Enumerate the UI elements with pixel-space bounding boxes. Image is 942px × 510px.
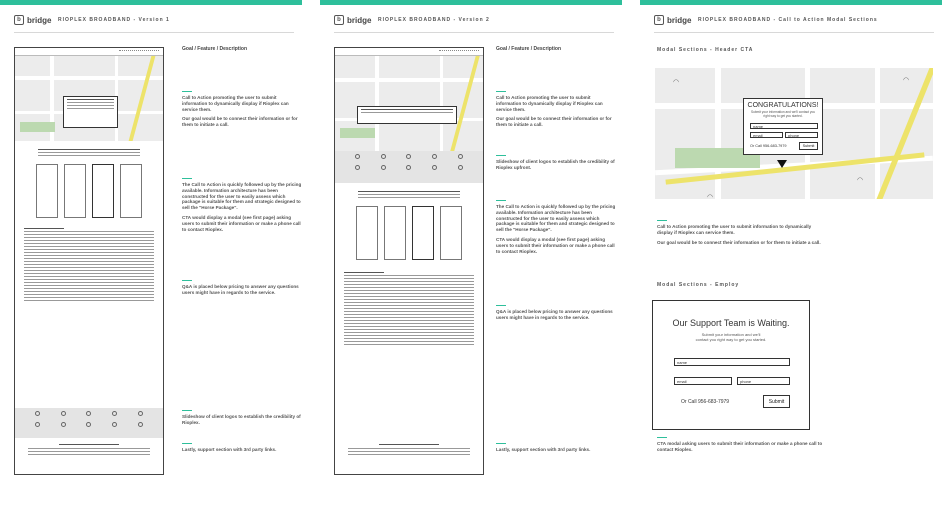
note-pricing: The Call to Action is quickly followed up by the pricing available. Information architecture has been constructed for the user to easily assess which package is suitable for them and strategic designed to sell the "Horse Package". CTA would display a modal (see first page) asking users to submit their information or make a phone call to contact Rioplex. xyxy=(182,178,302,236)
goal-heading: Goal / Feature / Description xyxy=(182,46,248,52)
note-qa: Q&A is placed below pricing to answer any questions users might have in regards to the service. xyxy=(182,280,302,300)
note-qa: Q&A is placed below pricing to answer any questions users might have in regards to the service. xyxy=(496,305,616,325)
note-pricing: The Call to Action is quickly followed up by the pricing available. Information architecture has been constructed for the user to easily assess which package is suitable for them and strategic designed to sell the "Horse Package". CTA would display a modal (see first page) asking users to submit their information or make a phone call to contact Rioplex. xyxy=(496,200,616,258)
accent-bar xyxy=(640,0,942,5)
logo-slideshow xyxy=(15,408,163,438)
header-cta-map xyxy=(655,68,933,199)
bridge-logo-icon: b xyxy=(654,15,664,25)
panel-title: RIOPLEX BROADBAND - Call to Action Modal Sections xyxy=(698,17,878,23)
pricing-columns xyxy=(335,206,483,260)
modal-subtitle: Submit your information and we'll contact you right way to get you started. xyxy=(750,110,816,118)
mock-nav-bar xyxy=(15,48,163,56)
submit-button[interactable]: Submit xyxy=(799,142,818,150)
phone-field[interactable]: phone xyxy=(737,377,790,385)
wifi-icon: ◠ xyxy=(707,194,714,199)
brand-logo xyxy=(14,15,51,25)
note-slideshow: Slideshow of client logos to establish the credibility of Rioplex upfront. xyxy=(496,155,616,175)
email-field[interactable]: email xyxy=(674,377,732,385)
bridge-logo-icon: b xyxy=(14,15,24,25)
phone-field[interactable]: phone xyxy=(785,132,818,138)
email-field[interactable]: email xyxy=(750,132,783,138)
call-text: Or Call 956-683-7979 xyxy=(750,144,787,148)
panel-version-2 xyxy=(320,0,622,510)
modal-title: Our Support Team is Waiting. xyxy=(672,318,790,328)
wifi-icon: ◠ xyxy=(903,77,910,84)
panel-header xyxy=(334,15,614,33)
hero-map xyxy=(15,56,163,141)
location-pin-icon xyxy=(777,160,787,168)
note-support: Lastly, support section with 3rd party links. xyxy=(496,443,616,457)
accent-bar xyxy=(0,0,302,5)
wireframe-version-2 xyxy=(334,47,484,475)
note-slideshow: Slideshow of client logos to establish the credibility of Rioplex. xyxy=(182,410,302,430)
name-field[interactable]: name xyxy=(750,123,818,129)
modal-title: CONGRATULATIONS! xyxy=(747,102,819,109)
submit-button[interactable]: Submit xyxy=(763,395,790,408)
panel-title: RIOPLEX BROADBAND - Version 2 xyxy=(378,17,490,23)
modal-subtitle: Submit your information and we'll contact you right way to get you started. xyxy=(695,332,767,343)
pricing-columns xyxy=(15,164,163,218)
wifi-icon: ◠ xyxy=(857,177,864,184)
hero-cta-box xyxy=(63,96,118,128)
note-support: Lastly, support section with 3rd party links. xyxy=(182,443,302,457)
brand-logo xyxy=(334,15,371,25)
congratulations-modal xyxy=(743,98,823,155)
accent-bar xyxy=(320,0,622,5)
section-label-employ: Modal Sections - Employ xyxy=(657,282,740,288)
section-label-header-cta: Modal Sections - Header CTA xyxy=(657,47,754,53)
goal-heading: Goal / Feature / Description xyxy=(496,46,562,52)
support-team-modal xyxy=(652,300,810,430)
note-header-cta: Call to Action promoting the user to submit information to dynamically display if Rioplex can service them. Our goal would be to connect their information or for them to initiate a call. xyxy=(657,220,827,249)
panel-version-1 xyxy=(0,0,302,510)
bridge-logo-icon: b xyxy=(334,15,344,25)
brand-logo xyxy=(654,15,691,25)
note-cta: Call to Action promoting the user to submit information to dynamically display if Rioplex can service them. Our goal would be to connect their information or for them to initiate a call. xyxy=(496,91,616,132)
brand-name: bridge xyxy=(347,15,372,25)
hero-cta-box xyxy=(357,106,457,124)
brand-name: bridge xyxy=(667,15,692,25)
panel-header xyxy=(654,15,934,33)
name-field[interactable]: name xyxy=(674,358,790,366)
wifi-icon: ◠ xyxy=(673,79,680,86)
mock-nav-bar xyxy=(335,48,483,56)
wireframe-version-1 xyxy=(14,47,164,475)
note-employ: CTA modal asking users to submit their information or make a phone call to contact Rioplex. xyxy=(657,437,827,457)
logo-slideshow xyxy=(335,151,483,183)
note-cta: Call to Action promoting the user to submit information to dynamically display if Rioplex can service them. Our goal would be to connect their information or for them to initiate a call. xyxy=(182,91,302,132)
panel-title: RIOPLEX BROADBAND - Version 1 xyxy=(58,17,170,23)
panel-header xyxy=(14,15,294,33)
brand-name: bridge xyxy=(27,15,52,25)
call-text: Or Call 956-683-7979 xyxy=(681,399,730,405)
hero-map xyxy=(335,56,483,151)
